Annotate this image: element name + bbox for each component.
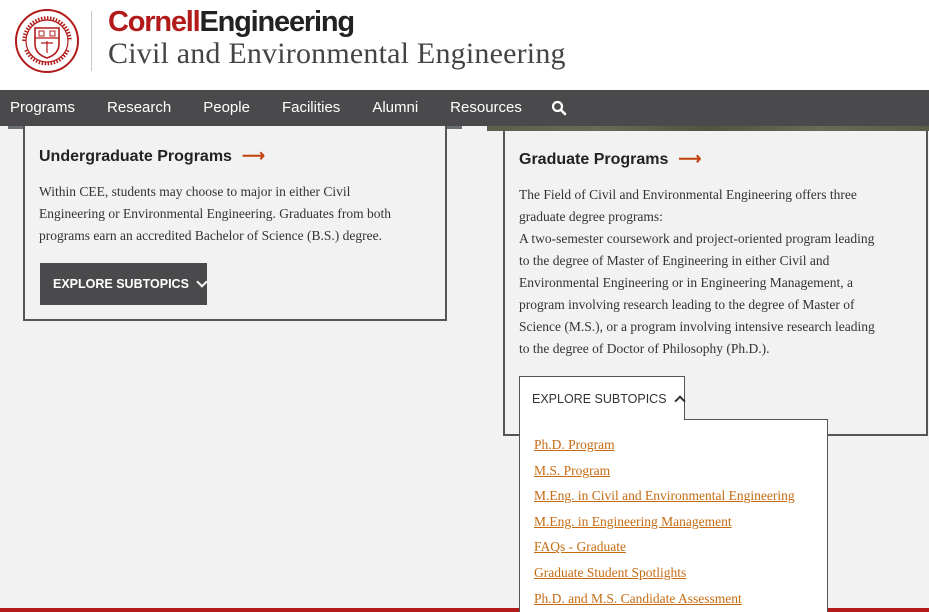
link-meng-management[interactable]: M.Eng. in Engineering Management	[534, 513, 732, 529]
undergraduate-card	[23, 126, 447, 321]
nav-item-facilities[interactable]: Facilities	[281, 99, 341, 116]
text-line: Science (M.S.), or a program involving intensive research leading	[519, 319, 875, 334]
nav-item-resources[interactable]: Resources	[450, 99, 522, 116]
link-student-spotlights[interactable]: Graduate Student Spotlights	[534, 564, 687, 580]
graduate-programs-link[interactable]	[519, 149, 701, 169]
nav-item-alumni[interactable]: Alumni	[372, 99, 419, 116]
text-line: A two-semester coursework and project-oriented program leading	[519, 231, 875, 246]
chevron-down-icon	[196, 276, 207, 287]
nav-item-programs[interactable]: Programs	[10, 99, 76, 116]
cornell-engineering-wordmark[interactable]	[108, 4, 354, 40]
text-line: programs earn an accredited Bachelor of Science (B.S.) degree.	[39, 228, 382, 243]
site-header	[0, 0, 929, 90]
text-line: Environmental Engineering or in Engineering Management, a	[519, 275, 854, 290]
text-line: to the degree of Master of Engineering in either Civil and	[519, 253, 830, 268]
brand-engineering: Engineering	[199, 6, 354, 38]
search-button[interactable]	[542, 90, 576, 126]
search-icon	[551, 100, 567, 116]
link-ms-program[interactable]: M.S. Program	[534, 462, 611, 478]
nav-item-research[interactable]: Research	[107, 99, 172, 116]
button-label: EXPLORE SUBTOPICS	[532, 391, 667, 406]
undergraduate-description	[39, 181, 439, 247]
brand-cornell: Cornell	[108, 6, 200, 38]
text-line: The Field of Civil and Environmental Engineering offers three	[519, 187, 857, 202]
text-line: Within CEE, students may choose to major in either Civil	[39, 184, 351, 199]
cornell-seal-logo[interactable]	[14, 8, 80, 74]
graduate-explore-subtopics-button[interactable]	[519, 376, 685, 420]
undergrad-explore-subtopics-button[interactable]	[40, 263, 207, 305]
graduate-subtopics-dropdown	[519, 419, 828, 612]
button-label: EXPLORE SUBTOPICS	[53, 277, 189, 291]
header-divider	[91, 11, 92, 71]
link-candidate-assessment[interactable]: Ph.D. and M.S. Candidate Assessment	[534, 590, 742, 606]
main-nav	[0, 90, 929, 126]
graduate-description	[519, 184, 924, 360]
department-title[interactable]: Civil and Environmental Engineering	[108, 37, 566, 70]
link-phd-program[interactable]: Ph.D. Program	[534, 437, 615, 452]
text-line: graduate degree programs:	[519, 209, 663, 224]
text-line: Engineering or Environmental Engineering. Graduates from both	[39, 206, 392, 221]
chevron-up-icon	[674, 395, 685, 406]
link-faqs-graduate[interactable]: FAQs - Graduate	[534, 539, 626, 555]
undergraduate-title: Undergraduate Programs	[39, 148, 232, 165]
undergraduate-programs-link[interactable]	[39, 146, 265, 166]
graduate-title: Graduate Programs	[519, 151, 669, 168]
nav-item-people[interactable]: People	[203, 99, 250, 116]
link-meng-cee[interactable]: M.Eng. in Civil and Environmental Engineering	[534, 488, 795, 504]
arrow-right-icon: ⟶	[678, 151, 702, 168]
arrow-right-icon: ⟶	[241, 148, 265, 165]
text-line: to the degree of Doctor of Philosophy (Ph.D.).	[519, 341, 770, 356]
text-line: program involving research leading to the degree of Master of	[519, 297, 855, 312]
